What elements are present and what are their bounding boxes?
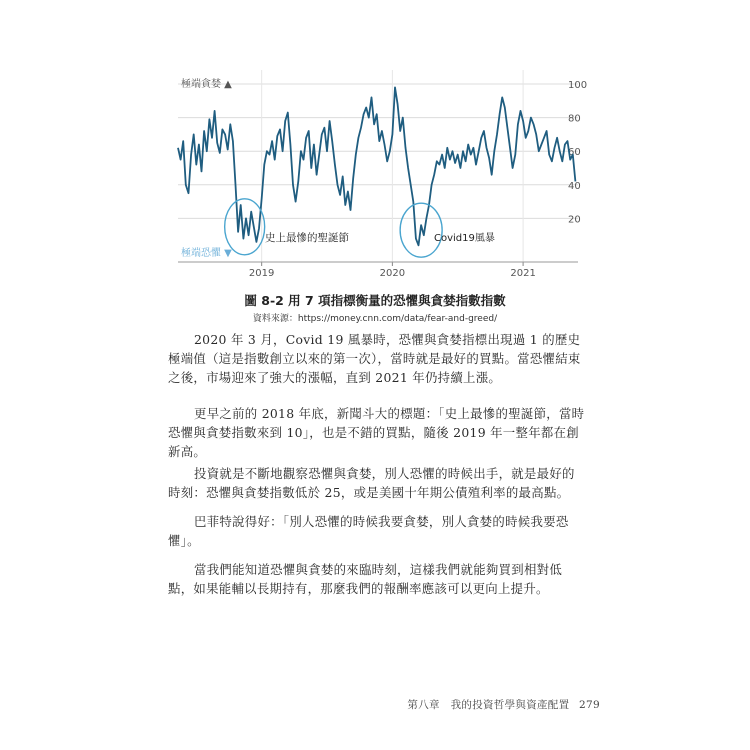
y-tick-label: 100: [568, 80, 588, 91]
figure-source: 資料來源：https://money.cnn.com/data/fear-and-greed/: [252, 314, 498, 324]
x-tick-label: 2019: [248, 268, 275, 279]
footer-chapter: 第八章 我的投資哲學與資產配置: [407, 699, 570, 711]
y-tick-label: 40: [568, 180, 581, 192]
y-tick-label: 20: [568, 214, 581, 226]
paragraph-4: 巴菲特說得好：「別人恐懼的時候我要貪婪，別人貪婪的時候我要恐懼」。: [168, 514, 569, 548]
extreme-fear-label: 極端恐懼 ▼: [181, 248, 232, 259]
y-tick-label: 60: [568, 147, 581, 159]
annotation-covid: Covid19風暴: [434, 233, 495, 244]
x-tick-label: 2021: [510, 268, 536, 279]
chart-svg: [0, 0, 750, 290]
footer-page-number: 279: [579, 699, 600, 711]
extreme-greed-label: 極端貪婪 ▲: [181, 79, 232, 90]
paragraph-2: 更早之前的 2018 年底，新聞斗大的標題：「史上最慘的聖誕節，當時恐懼與貪婪指數來到 10」，也是不錯的買點，隨後 2019 年一整年都在創新高。: [168, 406, 585, 459]
paragraph-1: 2020 年 3 月，Covid 19 風暴時，恐懼與貪婪指標出現過 1 的歷史極端值（這是指數創立以來的第一次），當時就是最好的買點。當恐懼結束之後，市場迎來了強大的漲幅，直到 2021 年仍持續上漲。: [168, 332, 581, 385]
x-tick-label: 2020: [379, 268, 406, 279]
paragraph-5: 當我們能知道恐懼與貪婪的來臨時刻，這樣我們就能夠買到相對低點，如果能輔以長期持有，那麼我們的報酬率應該可以更向上提升。: [168, 562, 563, 596]
fear-greed-chart: [0, 0, 750, 290]
page-footer: [401, 697, 600, 712]
annotation-christmas: 史上最慘的聖誕節: [265, 232, 349, 244]
y-tick-label: 80: [568, 113, 581, 125]
figure-title: 圖 8-2 用 7 項指標衡量的恐懼與貪婪指數指數: [244, 293, 506, 308]
paragraph-3: 投資就是不斷地觀察恐懼與貪婪，別人恐懼的時候出手，就是最好的時刻：恐懼與貪婪指數低於 25，或是美國十年期公債殖利率的最高點。: [168, 466, 575, 500]
plot-background: [178, 70, 578, 262]
